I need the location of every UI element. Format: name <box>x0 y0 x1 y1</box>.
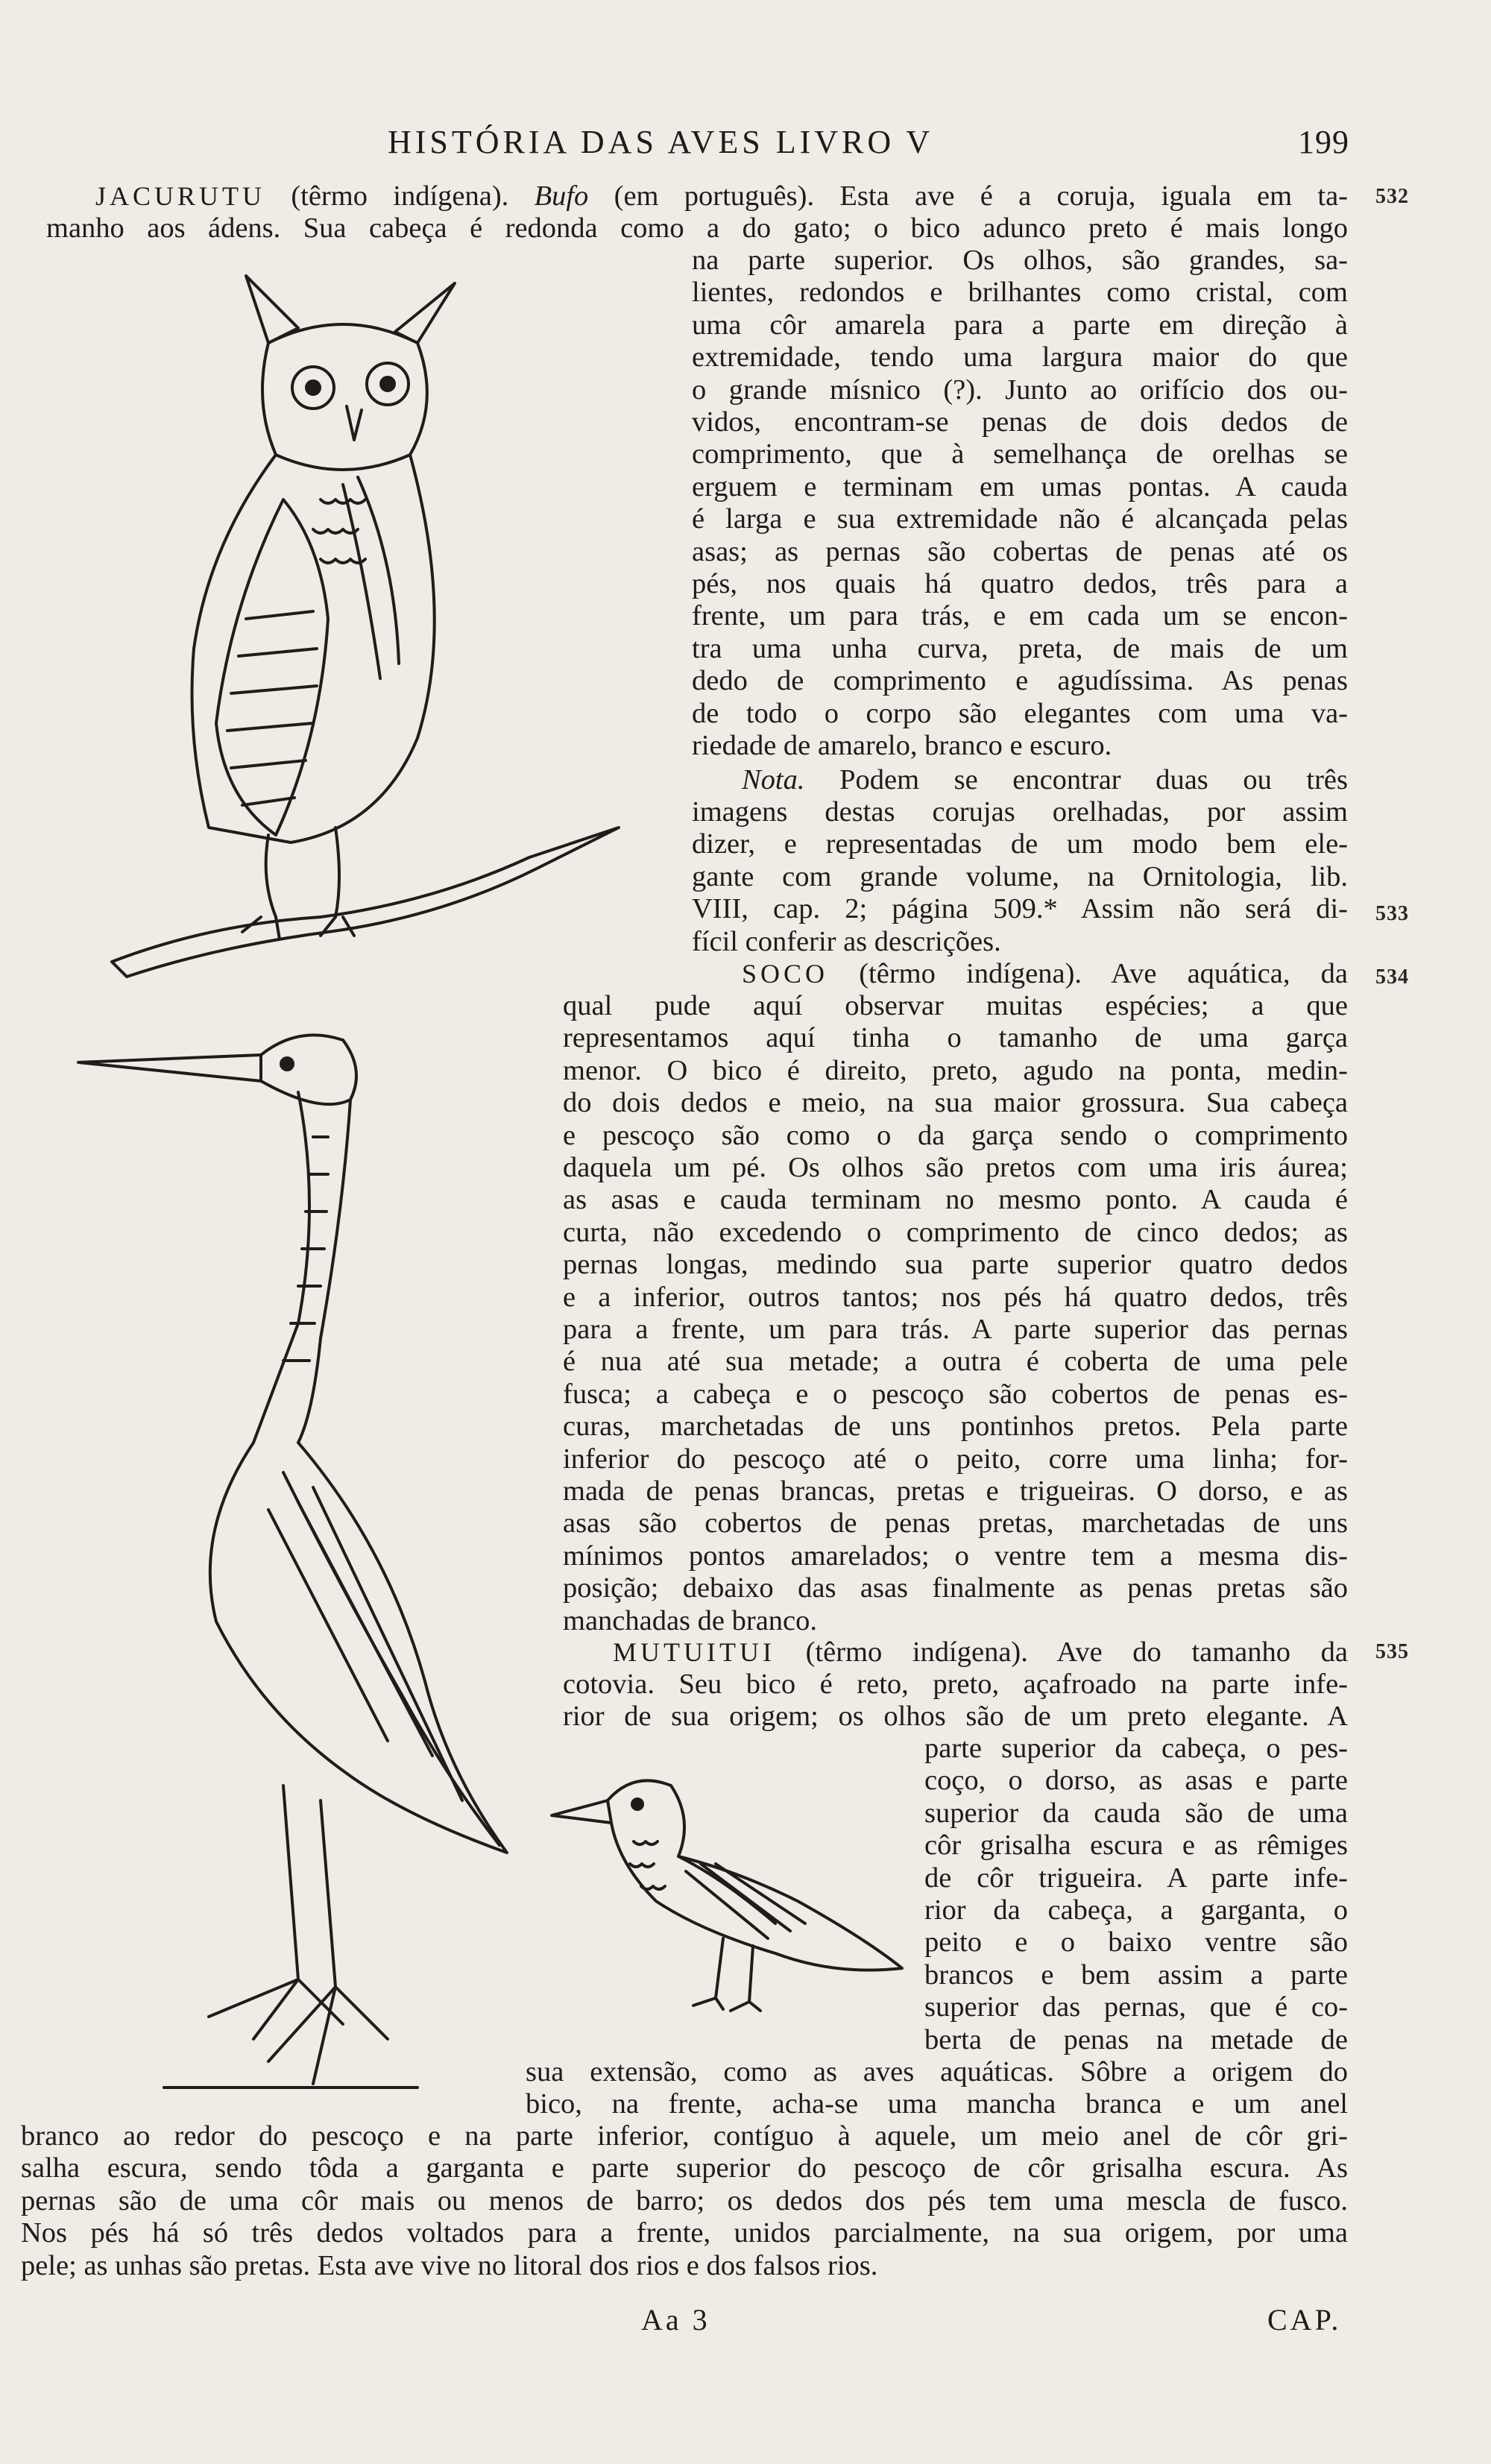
text-line: côr grisalha escura e as rêmiges <box>924 1830 1348 1862</box>
text-line: dizer, e representadas de um modo bem ele- <box>692 828 1348 860</box>
nota-first-line: Nota. Podem se encontrar duas ou três <box>742 764 1348 795</box>
text-line: pernas são de uma côr mais ou menos de barro; os dedos dos pés tem uma mescla de fusco. <box>21 2184 1348 2216</box>
text-line: berta de penas na metade de <box>924 2023 1348 2055</box>
text-line: curta, não excedendo o comprimento de cinco dedos; as <box>563 1216 1348 1248</box>
text-line: salha escura, sendo tôda a garganta e parte superior do pescoço de côr grisalha escura. As <box>21 2152 1348 2184</box>
text-line: peito e o baixo ventre são <box>924 1926 1348 1959</box>
text-line: rior de sua origem; os olhos são de um preto elegante. A <box>563 1701 1348 1733</box>
page-number: 199 <box>1298 124 1349 160</box>
text-line: extremidade, tendo uma largura maior do que <box>692 341 1348 374</box>
text-line: inferior do pescoço até o peito, corre uma linha; for- <box>563 1443 1348 1475</box>
text-line: qual pude aquí observar muitas espécies; a que <box>563 990 1348 1021</box>
text-line: parte superior da cabeça, o pes- <box>924 1733 1348 1764</box>
header-title: HISTÓRIA DAS AVES LIVRO V <box>388 124 934 160</box>
text-line: mínimos pontos amarelados; o ventre tem a mesma dis- <box>563 1540 1348 1572</box>
margin-number-532: 532 <box>1375 185 1409 208</box>
text-line: bico, na frente, acha-se uma mancha branca e um anel <box>526 2088 1348 2120</box>
text-line: superior da cauda são de uma <box>924 1797 1348 1829</box>
text-line: e pescoço são como o da garça sendo o comprimento <box>563 1119 1348 1151</box>
heron-woodcut-illustration <box>75 1025 522 2106</box>
text-line: lientes, redondos e brilhantes como cristal, com <box>692 277 1348 309</box>
text-line: o grande mísnico (?). Junto ao orifício dos ou- <box>692 374 1348 406</box>
text-line: frente, um para trás, e em cada um se encon- <box>692 600 1348 632</box>
small-bird-woodcut-illustration <box>552 1752 910 2050</box>
text-line: tra uma unha curva, preta, de mais de um <box>692 632 1348 664</box>
text-line: comprimento, que à semelhança de orelhas se <box>692 438 1348 470</box>
text-line: fusca; a cabeça e o pescoço são cobertos de penas es- <box>563 1378 1348 1410</box>
text-line: superior das pernas, que é co- <box>924 1991 1348 2023</box>
text-line: Nos pés há só três dedos voltados para a frente, unidos parcialmente, na sua origem, por uma <box>21 2217 1348 2249</box>
margin-number-534: 534 <box>1375 965 1409 989</box>
text-line: mada de penas brancas, pretas e trigueiras. O dorso, e as <box>563 1475 1348 1507</box>
text-line: riedade de amarelo, branco e escuro. <box>692 730 1112 761</box>
text-line: coço, o dorso, as asas e parte <box>924 1765 1348 1797</box>
text-line: posição; debaixo das asas finalmente as penas pretas são <box>563 1572 1348 1604</box>
margin-number-535: 535 <box>1375 1640 1409 1663</box>
text-line-mutuitui: MUTUITUI (têrmo indígena). Ave do tamanho da <box>613 1636 1348 1668</box>
text-line: manho aos ádens. Sua cabeça é redonda como a do gato; o bico adunco preto é mais longo <box>46 212 1348 244</box>
text-line: sua extensão, como as aves aquáticas. Sôbre a origem do <box>526 2056 1348 2088</box>
text-line: de côr trigueira. A parte infe- <box>924 1862 1348 1894</box>
entry-title-mutuitui: MUTUITUI <box>613 1637 775 1667</box>
text-line: pele; as unhas são pretas. Esta ave vive no litoral dos rios e dos falsos rios. <box>21 2249 878 2281</box>
text-line: rior da cabeça, a garganta, o <box>924 1894 1348 1926</box>
text-line: as asas e cauda terminam no mesmo ponto. A cauda é <box>563 1184 1348 1216</box>
text-line: fícil conferir as descrições. <box>692 925 1001 957</box>
text-line: para a frente, um para trás. A parte superior das pernas <box>563 1314 1348 1345</box>
text-line: brancos e bem assim a parte <box>924 1959 1348 1991</box>
text-line: branco ao redor do pescoço e na parte inferior, contíguo à aquele, um meio anel de côr gri- <box>21 2120 1348 2152</box>
text-line: erguem e terminam em umas pontas. A cauda <box>692 470 1348 502</box>
text-line: pernas longas, medindo sua parte superior quatro dedos <box>563 1249 1348 1281</box>
nota-label: Nota. <box>742 764 805 795</box>
signature-mark: Aa 3 <box>641 2303 710 2337</box>
text-line: asas são cobertos de penas pretas, marchetadas de uns <box>563 1507 1348 1540</box>
text-line: gante com grande volume, na Ornitologia, lib. <box>692 860 1348 892</box>
text-line: dedo de comprimento e agudíssima. As penas <box>692 665 1348 697</box>
margin-number-533: 533 <box>1375 902 1409 925</box>
text-line: imagens destas corujas orelhadas, por assim <box>692 796 1348 828</box>
owl-woodcut-illustration <box>97 261 634 977</box>
text-line: vidos, encontram-se penas de dois dedos de <box>692 406 1348 438</box>
text-line: asas; as pernas são cobertas de penas até os <box>692 535 1348 567</box>
text-line: do dois dedos e meio, na sua maior grossura. Sua cabeça <box>563 1087 1348 1119</box>
text-line: manchadas de branco. <box>563 1604 817 1636</box>
text-line: na parte superior. Os olhos, são grandes, sa- <box>692 245 1348 276</box>
text-line: cotovia. Seu bico é reto, preto, açafroado na parte infe- <box>563 1669 1348 1700</box>
text-line: é larga e sua extremidade não é alcançada pelas <box>692 503 1348 535</box>
text-line: pés, nos quais há quatro dedos, três para a <box>692 568 1348 599</box>
text-line: uma côr amarela para a parte em direção à <box>692 309 1348 341</box>
entry-title-jacurutu: JACURUTU <box>95 181 266 211</box>
text-line: VIII, cap. 2; página 509.* Assim não será di- <box>692 893 1348 925</box>
text-line-soco: SOCO (têrmo indígena). Ave aquática, da <box>742 958 1348 989</box>
text-line: representamos aquí tinha o tamanho de uma garça <box>563 1022 1348 1054</box>
text-line: de todo o corpo são elegantes com uma va- <box>692 697 1348 729</box>
text-line: e a inferior, outros tantos; nos pés há quatro dedos, três <box>563 1281 1348 1313</box>
text-line: menor. O bico é direito, preto, agudo na ponta, medin- <box>563 1054 1348 1086</box>
entry-title-soco: SOCO <box>742 959 829 989</box>
text-line: daquela um pé. Os olhos são pretos com uma iris áurea; <box>563 1152 1348 1183</box>
catchword: CAP. <box>1267 2303 1342 2337</box>
text-line-jacurutu: JACURUTU (têrmo indígena). Bufo (em português). Esta ave é a coruja, iguala em ta- <box>95 180 1348 212</box>
text-line: curas, marchetadas de uns pontinhos pretos. Pela parte <box>563 1411 1348 1443</box>
text-line: é nua até sua metade; a outra é coberta de uma pele <box>563 1346 1348 1378</box>
